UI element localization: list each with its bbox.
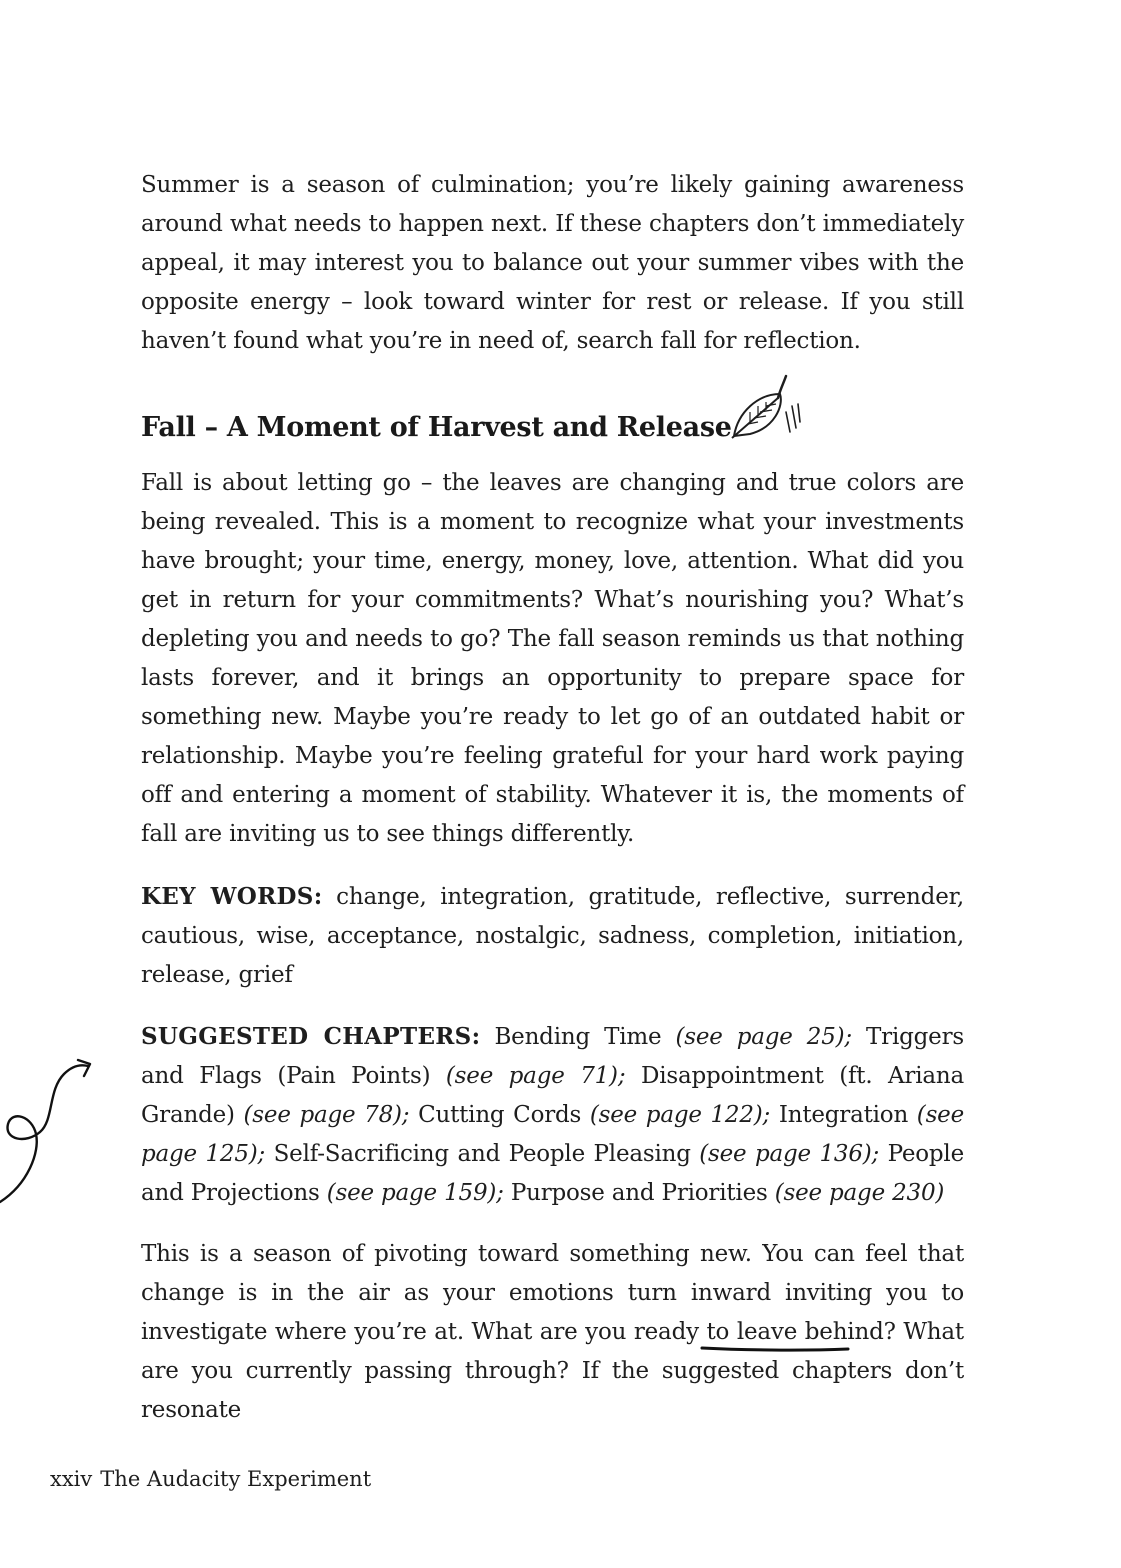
fall-intro-paragraph-block (141, 464, 964, 854)
chapter-page-ref: (see page 136); (699, 1141, 880, 1167)
key-words-block (141, 877, 964, 995)
chapter-page-ref: (see page 230) (774, 1180, 945, 1206)
leaf-icon (728, 372, 804, 442)
fall-closing-paragraph (141, 1235, 964, 1430)
chapter-title: Bending Time (480, 1024, 676, 1050)
closing-text-start: This is a season of pivoting toward something new. You can feel that change is in the air as your emotions turn inward inviting you to investigate where you’re at. What are you ready to (141, 1241, 964, 1345)
chapter-page-ref: (see page 125); (141, 1102, 964, 1167)
closing-text-end: What are you currently passing through? If the suggested chapters don’t resonate (141, 1319, 964, 1423)
hand-drawn-underline (700, 1342, 852, 1354)
key-words-paragraph (141, 877, 964, 995)
chapter-title: People and Projections (141, 1141, 964, 1206)
chapter-page-ref: (see page 78); (243, 1102, 410, 1128)
chapter-title: Cutting Cords (409, 1102, 590, 1128)
key-words-label: KEY WORDS: (141, 883, 323, 910)
underlined-phrase: leave behind? (736, 1319, 896, 1345)
fall-intro-paragraph: Fall is about letting go – the leaves are changing and true colors are being revealed. This is a moment to recognize what your investments have brought; your time, energy, money, love, attention. What did you get in return for your commitments? What’s nourishing you? What’s depleting you and needs to go? The fall season reminds us that nothing lasts forever, and it brings an opportunity to prepare space for something new. Maybe you’re ready to let go of an outdated habit or relationship. Maybe you’re feeling grateful for your hard work paying off and entering a moment of stability. Whatever it is, the moments of fall are inviting us to see things differently. (141, 470, 964, 847)
chapter-page-ref: (see page 25); (675, 1024, 852, 1050)
chapter-page-ref: (see page 71); (445, 1063, 626, 1089)
chapter-page-ref: (see page 159); (326, 1180, 504, 1206)
chapter-title: Self-Sacrificing and People Pleasing (265, 1141, 700, 1167)
suggested-chapters-block (141, 1017, 964, 1213)
chapter-page-ref: (see page 122); (589, 1102, 771, 1128)
chapter-title: Triggers and Flags (Pain Points) (141, 1024, 964, 1089)
chapter-title: Disappointment (ft. Ariana Grande) (141, 1063, 964, 1128)
page-footer (50, 1464, 379, 1494)
suggested-chapters-label: SUGGESTED CHAPTERS: (141, 1023, 481, 1050)
fall-closing-paragraph-block (141, 1235, 964, 1430)
page-number: xxiv (50, 1467, 93, 1491)
summer-closing-paragraph-block (141, 166, 964, 361)
summer-closing-paragraph: Summer is a season of culmination; you’re likely gaining awareness around what needs to happen next. If these chapters don’t immediately appeal, it may interest you to balance out your summer vibes with the opposite energy – look toward winter for rest or release. If you still haven’t found what you’re in need of, search fall for reflection. (141, 172, 964, 354)
squiggle-arrow-icon (0, 1052, 100, 1212)
suggested-chapters-paragraph (141, 1017, 964, 1213)
key-words-list: change, integration, gratitude, reflective, surrender, cautious, wise, acceptance, nostalgic, sadness, completion, initiation, release, grief (141, 884, 964, 988)
fall-section-heading: Fall – A Moment of Harvest and Release (141, 412, 732, 443)
chapter-title: Purpose and Priorities (503, 1180, 775, 1206)
chapter-title: Integration (770, 1102, 917, 1128)
book-title: The Audacity Experiment (100, 1467, 372, 1491)
